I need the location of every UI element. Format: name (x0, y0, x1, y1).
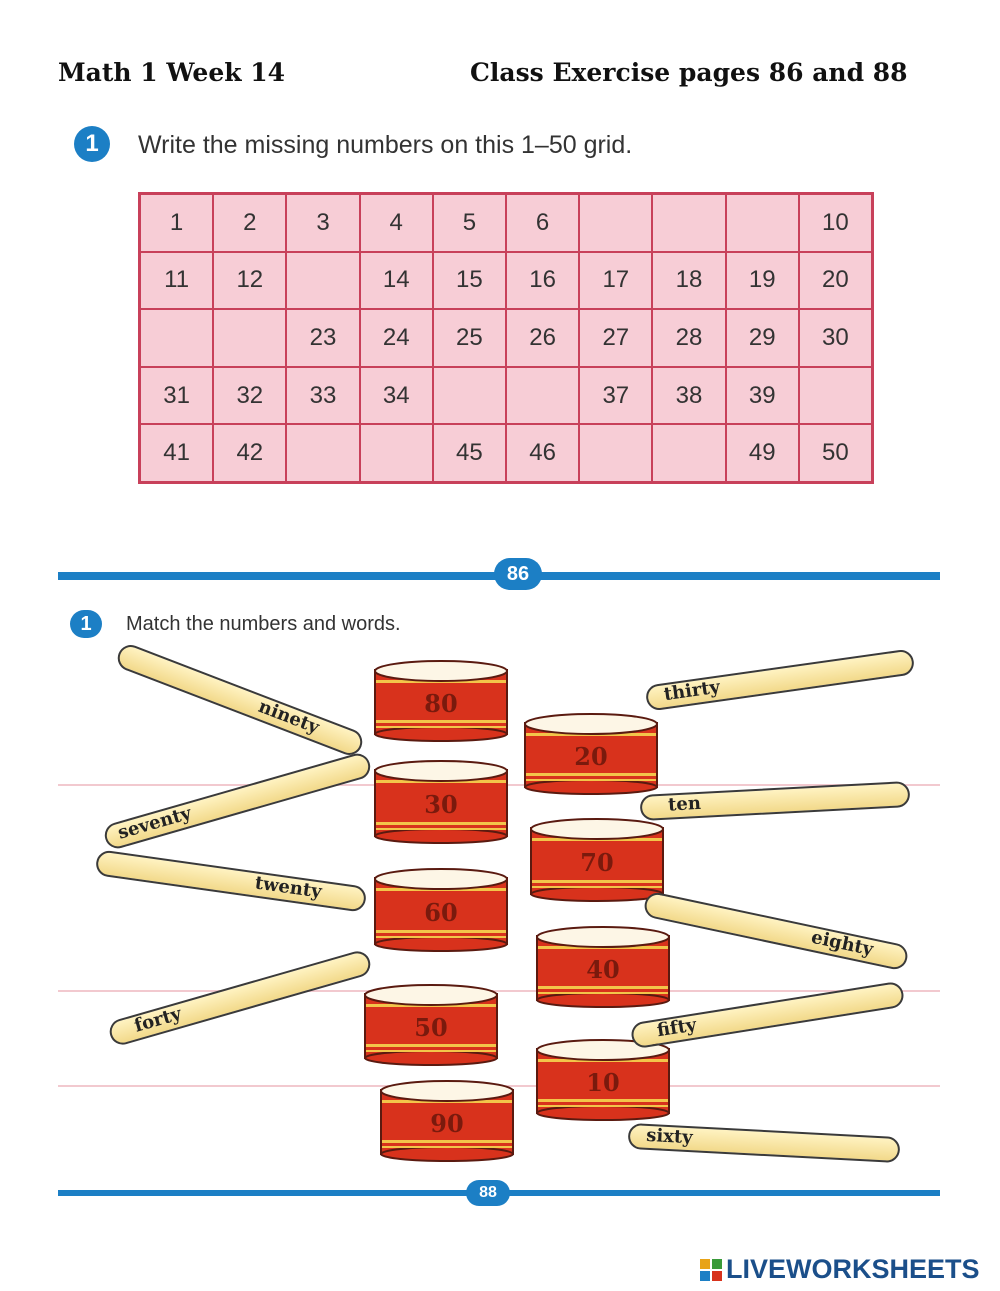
grid-cell: 32 (213, 367, 286, 425)
drum-number: 40 (586, 955, 620, 984)
drum[interactable] (536, 1039, 670, 1121)
grid-cell: 45 (433, 424, 506, 482)
stick-seventy[interactable] (102, 751, 374, 852)
stick-label: sixty (645, 1124, 694, 1149)
page-number-88: 88 (466, 1180, 510, 1206)
grid-cell: 12 (213, 252, 286, 310)
grid-cell: 6 (506, 194, 579, 252)
header-title: Math 1 Week 14 (58, 58, 286, 87)
grid-cell-empty[interactable] (213, 309, 286, 367)
drum[interactable] (380, 1080, 514, 1162)
drum-number: 60 (424, 898, 458, 927)
number-grid (138, 192, 874, 484)
grid-cell: 11 (140, 252, 213, 310)
grid-cell-empty[interactable] (652, 194, 725, 252)
drum-number: 20 (574, 742, 608, 771)
drum[interactable] (364, 984, 498, 1066)
brand-logo (700, 1254, 980, 1285)
grid-cell: 46 (506, 424, 579, 482)
grid-cell-empty[interactable] (799, 367, 872, 425)
stick-ten[interactable] (640, 781, 911, 821)
grid-cell: 37 (579, 367, 652, 425)
grid-instruction: Write the missing numbers on this 1–50 grid. (138, 131, 633, 159)
stick-label: twenty (253, 872, 323, 903)
grid-cell: 16 (506, 252, 579, 310)
grid-cell-empty[interactable] (360, 424, 433, 482)
grid-cell: 34 (360, 367, 433, 425)
drum-number: 90 (430, 1109, 464, 1138)
grid-cell: 14 (360, 252, 433, 310)
grid-cell: 38 (652, 367, 725, 425)
grid-cell: 23 (286, 309, 359, 367)
match-instruction: Match the numbers and words. (126, 613, 401, 635)
header-pages: Class Exercise pages 86 and 88 (470, 58, 908, 87)
grid-cell: 27 (579, 309, 652, 367)
stick-label: seventy (115, 802, 194, 844)
brand-icon (700, 1259, 722, 1281)
grid-cell: 29 (726, 309, 799, 367)
exercise-number-badge: 1 (74, 126, 110, 162)
grid-cell: 49 (726, 424, 799, 482)
drum-number: 70 (580, 848, 614, 877)
exercise-number-badge-2: 1 (70, 610, 102, 638)
grid-cell: 39 (726, 367, 799, 425)
grid-cell: 42 (213, 424, 286, 482)
grid-cell: 30 (799, 309, 872, 367)
stick-sixty[interactable] (628, 1123, 901, 1163)
grid-cell-empty[interactable] (652, 424, 725, 482)
stick-label: forty (131, 1003, 184, 1037)
stick-label: ninety (255, 695, 323, 739)
stick-ninety[interactable] (114, 641, 366, 758)
stick-label: eighty (809, 926, 876, 961)
grid-cell: 25 (433, 309, 506, 367)
grid-cell-empty[interactable] (140, 309, 213, 367)
stick-label: ten (667, 792, 702, 816)
drum-number: 50 (414, 1013, 448, 1042)
grid-cell: 20 (799, 252, 872, 310)
grid-cell: 4 (360, 194, 433, 252)
grid-cell: 3 (286, 194, 359, 252)
grid-cell: 15 (433, 252, 506, 310)
grid-cell: 24 (360, 309, 433, 367)
grid-cell: 33 (286, 367, 359, 425)
grid-cell: 17 (579, 252, 652, 310)
grid-cell: 18 (652, 252, 725, 310)
drum[interactable] (374, 660, 508, 742)
grid-cell: 5 (433, 194, 506, 252)
drum[interactable] (374, 760, 508, 844)
grid-cell-empty[interactable] (506, 367, 579, 425)
brand-name: LIVEWORKSHEETS (726, 1254, 980, 1284)
stick-thirty[interactable] (645, 648, 916, 711)
grid-cell: 2 (213, 194, 286, 252)
grid-cell: 26 (506, 309, 579, 367)
grid-cell-empty[interactable] (286, 252, 359, 310)
drum-number: 80 (424, 689, 458, 718)
grid-cell-empty[interactable] (433, 367, 506, 425)
drum[interactable] (530, 818, 664, 902)
drum[interactable] (374, 868, 508, 952)
drum[interactable] (524, 713, 658, 795)
stick-label: thirty (662, 676, 722, 706)
drum-number: 10 (586, 1068, 620, 1097)
grid-cell: 10 (799, 194, 872, 252)
grid-cell: 31 (140, 367, 213, 425)
grid-cell-empty[interactable] (726, 194, 799, 252)
grid-cell-empty[interactable] (579, 194, 652, 252)
page-number-86: 86 (494, 558, 542, 590)
stick-eighty[interactable] (642, 890, 910, 971)
grid-cell-empty[interactable] (579, 424, 652, 482)
drum[interactable] (536, 926, 670, 1008)
grid-cell-empty[interactable] (286, 424, 359, 482)
grid-cell: 41 (140, 424, 213, 482)
grid-cell: 1 (140, 194, 213, 252)
grid-cell: 19 (726, 252, 799, 310)
drum-number: 30 (424, 790, 458, 819)
grid-cell: 28 (652, 309, 725, 367)
divider (58, 990, 940, 992)
stick-label: fifty (655, 1014, 698, 1042)
stick-twenty[interactable] (95, 849, 368, 913)
grid-cell: 50 (799, 424, 872, 482)
stick-forty[interactable] (107, 948, 374, 1047)
